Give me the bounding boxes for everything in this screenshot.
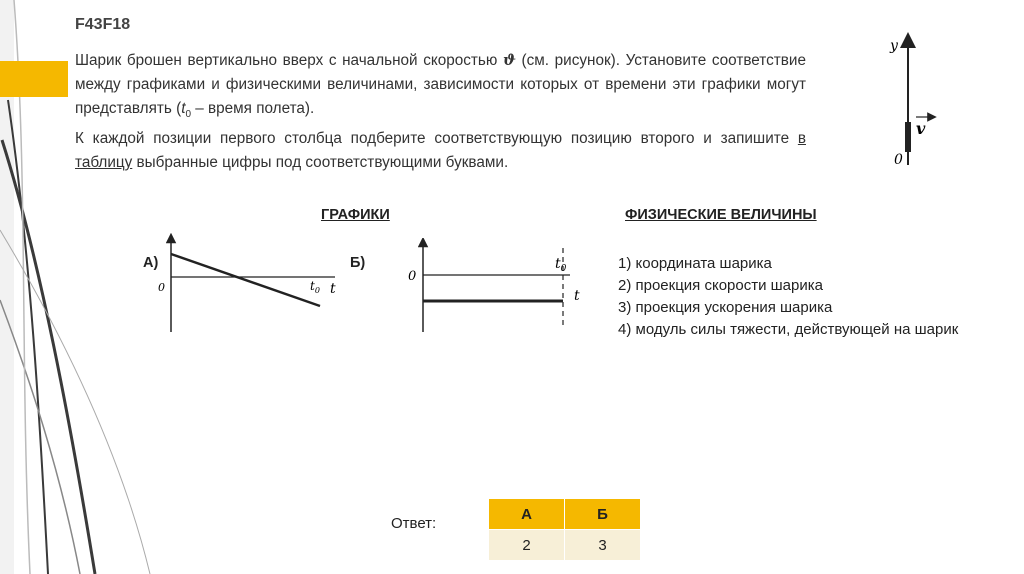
accent-bar (0, 61, 68, 97)
velocity-vector (905, 122, 911, 152)
graph-a-t0: $t_0$ (310, 279, 320, 295)
graph-b-origin: 0 (408, 269, 417, 284)
answer-table (488, 498, 641, 561)
question-paragraph-2 (75, 127, 806, 175)
quantity-item-3: 3) проекция ускорения шарика (618, 299, 833, 316)
graph-b (400, 238, 590, 338)
question-text (75, 48, 806, 175)
answer-header-row (489, 499, 641, 530)
graph-b-t0: $t_0$ (555, 256, 567, 274)
answer-header-a: А (489, 499, 565, 530)
question-part-2: (см. рисунок). Установите соответствие между графиками и физическими величинами, зависимости которых от времени эти графики могут представлять ( (75, 52, 806, 117)
answer-value-row (489, 530, 641, 561)
graph-a-line (171, 254, 320, 306)
question-p2-a: К каждой позиции первого столбца подберите соответствующую позицию второго и запишите (75, 130, 798, 148)
question-paragraph-1 (75, 48, 806, 127)
throw-figure (880, 30, 940, 175)
quantities-list (618, 253, 958, 341)
question-t-var: t (181, 100, 186, 117)
origin-label: 0 (894, 152, 903, 168)
quantity-item-4: 4) модуль силы тяжести, действующей на шарик (618, 321, 959, 338)
quantities-heading: ФИЗИЧЕСКИЕ ВЕЛИЧИНЫ (625, 207, 817, 223)
graphs-heading: ГРАФИКИ (321, 207, 390, 223)
quantity-item-2: 2) проекция скорости шарика (618, 277, 823, 294)
graph-b-label: Б) (350, 255, 366, 271)
answer-label: Ответ: (391, 515, 437, 532)
quantity-item-1: 1) координата шарика (618, 255, 772, 272)
v-label: v (916, 119, 926, 138)
y-axis-label: y (890, 38, 898, 54)
graph-a-label: А) (143, 255, 159, 271)
answer-header-b: Б (565, 499, 641, 530)
slide-id: F43F18 (75, 16, 131, 33)
question-part-1: Шарик брошен вертикально вверх с начальной скоростью (75, 52, 498, 69)
answer-cell-b[interactable]: 3 (565, 530, 641, 561)
graph-a (150, 232, 350, 337)
answer-cell-a[interactable]: 2 (489, 530, 565, 561)
question-p2-b: выбранные цифры под соответствующими буквами. (132, 154, 509, 172)
graph-b-t-label: t (574, 288, 580, 304)
velocity-symbol: ϑ (502, 51, 516, 69)
question-t-sub: 0 (185, 109, 191, 121)
question-part-3: – время полета). (191, 100, 315, 117)
table-link[interactable]: в таблицу (75, 130, 806, 172)
graph-a-origin: 0 (158, 281, 165, 294)
graph-a-t-label: t (330, 281, 336, 297)
